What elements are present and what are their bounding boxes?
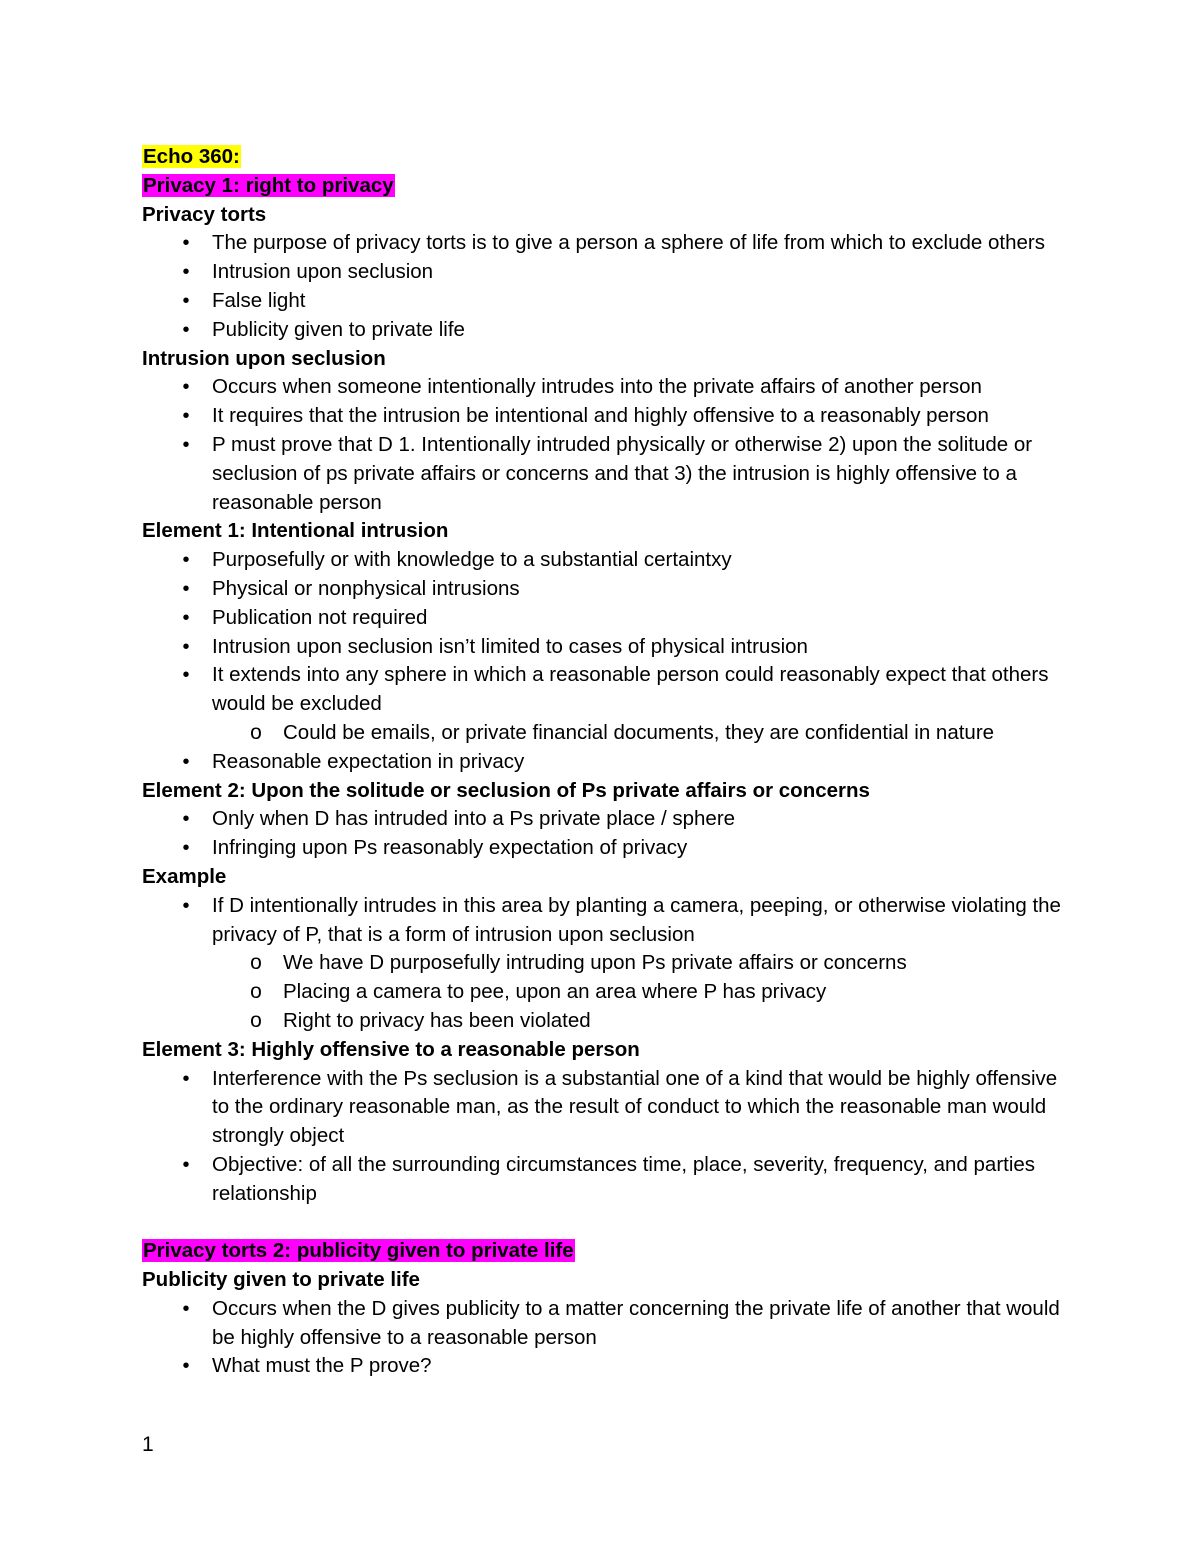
section-heading xyxy=(142,1237,1072,1266)
section-heading xyxy=(142,1036,1072,1065)
bullet-icon: • xyxy=(182,606,190,629)
bullet-icon: • xyxy=(182,808,190,831)
list-item xyxy=(142,431,1072,517)
list-item-text: False light xyxy=(212,288,306,312)
list-item xyxy=(142,834,1072,863)
list-item-text: If D intentionally intrudes in this area by planting a camera, peeping, or otherwise violating the privacy of P, that is a form of intrusion upon seclusion xyxy=(212,893,1061,946)
bullet-icon: • xyxy=(182,433,190,456)
list-item-text: We have D purposefully intruding upon Ps private affairs or concerns xyxy=(283,951,907,975)
list-item xyxy=(142,287,1072,316)
document-body xyxy=(142,143,1072,1381)
list-item xyxy=(142,1352,1072,1381)
highlighted-heading-text: Privacy 1: right to privacy xyxy=(143,173,394,197)
list-item-text: Right to privacy has been violated xyxy=(283,1008,591,1032)
list-item xyxy=(142,604,1072,633)
list-item xyxy=(142,373,1072,402)
list-item-text: Physical or nonphysical intrusions xyxy=(212,576,520,600)
bullet-icon: • xyxy=(182,1297,190,1320)
list-item-text: Purposefully or with knowledge to a substantial certaintxy xyxy=(212,548,732,572)
list-item-text: Interference with the Ps seclusion is a substantial one of a kind that would be highly offensive to the ordinary reasonable man, as the result of conduct to which the reasonable man would strongly object xyxy=(212,1066,1058,1148)
bullet-icon: • xyxy=(182,894,190,917)
list-item-text: Only when D has intruded into a Ps private place / sphere xyxy=(212,807,736,831)
section-heading xyxy=(142,345,1072,374)
bullet-icon: • xyxy=(182,635,190,658)
section-heading xyxy=(142,777,1072,806)
sub-list-item xyxy=(142,949,1072,978)
list-item-text: Objective: of all the surrounding circumstances time, place, severity, frequency, and parties relationship xyxy=(212,1152,1036,1205)
list-item-text: What must the P prove? xyxy=(212,1354,432,1378)
bullet-icon: • xyxy=(182,405,190,428)
bullet-icon: • xyxy=(182,549,190,572)
list-item xyxy=(142,1151,1072,1209)
heading-text: Example xyxy=(142,864,227,888)
bullet-icon: • xyxy=(182,664,190,687)
bullet-icon: • xyxy=(182,577,190,600)
sub-list-item xyxy=(142,978,1072,1007)
list-item-text: Could be emails, or private financial documents, they are confidential in nature xyxy=(283,720,995,744)
list-item xyxy=(142,805,1072,834)
list-item xyxy=(142,575,1072,604)
list-item xyxy=(142,258,1072,287)
list-item-text: Intrusion upon seclusion isn’t limited to cases of physical intrusion xyxy=(212,634,808,658)
list-item-text: Publication not required xyxy=(212,605,428,629)
heading-text: Intrusion upon seclusion xyxy=(142,346,386,370)
list-item-text: Placing a camera to pee, upon an area where P has privacy xyxy=(283,980,827,1004)
list-item-text: Infringing upon Ps reasonably expectation of privacy xyxy=(212,836,688,860)
bullet-icon: • xyxy=(182,1355,190,1378)
bullet-icon: • xyxy=(182,318,190,341)
list-item-text: Reasonable expectation in privacy xyxy=(212,749,525,773)
list-item xyxy=(142,661,1072,719)
page-number: 1 xyxy=(142,1433,154,1456)
heading-text: Element 2: Upon the solitude or seclusion of Ps private affairs or concerns xyxy=(142,778,870,802)
list-item-text: Intrusion upon seclusion xyxy=(212,260,434,284)
list-item xyxy=(142,229,1072,258)
bullet-icon: • xyxy=(182,376,190,399)
blank-line xyxy=(142,1208,1072,1237)
circle-bullet-icon: o xyxy=(250,980,262,1004)
list-item xyxy=(142,892,1072,950)
sub-list-item xyxy=(142,719,1072,748)
heading-text: Privacy torts xyxy=(142,202,267,226)
bullet-icon: • xyxy=(182,837,190,860)
bullet-icon: • xyxy=(182,261,190,284)
list-item xyxy=(142,633,1072,662)
list-item xyxy=(142,316,1072,345)
circle-bullet-icon: o xyxy=(250,720,262,744)
sub-list-item xyxy=(142,1007,1072,1036)
section-heading xyxy=(142,172,1072,201)
list-item xyxy=(142,546,1072,575)
list-item-text: Occurs when the D gives publicity to a matter concerning the private life of another that would be highly offensive to a reasonable person xyxy=(212,1296,1060,1349)
section-heading xyxy=(142,517,1072,546)
list-item xyxy=(142,402,1072,431)
section-heading xyxy=(142,863,1072,892)
section-heading xyxy=(142,1266,1072,1295)
list-item-text: Publicity given to private life xyxy=(212,317,465,341)
section-heading xyxy=(142,201,1072,230)
list-item-text: It requires that the intrusion be intentional and highly offensive to a reasonably person xyxy=(212,404,989,428)
heading-text: Element 3: Highly offensive to a reasonable person xyxy=(142,1037,640,1061)
list-item xyxy=(142,748,1072,777)
heading-text: Element 1: Intentional intrusion xyxy=(142,519,449,543)
bullet-icon: • xyxy=(182,1067,190,1090)
bullet-icon: • xyxy=(182,289,190,312)
bullet-icon: • xyxy=(182,750,190,773)
bullet-icon: • xyxy=(182,232,190,255)
bullet-icon: • xyxy=(182,1153,190,1176)
heading-text: Publicity given to private life xyxy=(142,1268,420,1292)
highlighted-heading-text: Privacy torts 2: publicity given to private life xyxy=(143,1239,574,1263)
list-item-text: The purpose of privacy torts is to give a person a sphere of life from which to exclude others xyxy=(212,231,1045,255)
highlighted-heading-text: Echo 360: xyxy=(143,145,240,168)
list-item-text: It extends into any sphere in which a reasonable person could reasonably expect that others would be excluded xyxy=(212,663,1049,716)
circle-bullet-icon: o xyxy=(250,951,262,975)
circle-bullet-icon: o xyxy=(250,1008,262,1032)
list-item xyxy=(142,1295,1072,1353)
list-item-text: P must prove that D 1. Intentionally intruded physically or otherwise 2) upon the solitude or seclusion of ps private affairs or concerns and that 3) the intrusion is highly offensive to a reasonable person xyxy=(212,432,1033,514)
list-item-text: Occurs when someone intentionally intrudes into the private affairs of another person xyxy=(212,375,982,399)
list-item xyxy=(142,1065,1072,1151)
section-heading xyxy=(142,143,1072,172)
